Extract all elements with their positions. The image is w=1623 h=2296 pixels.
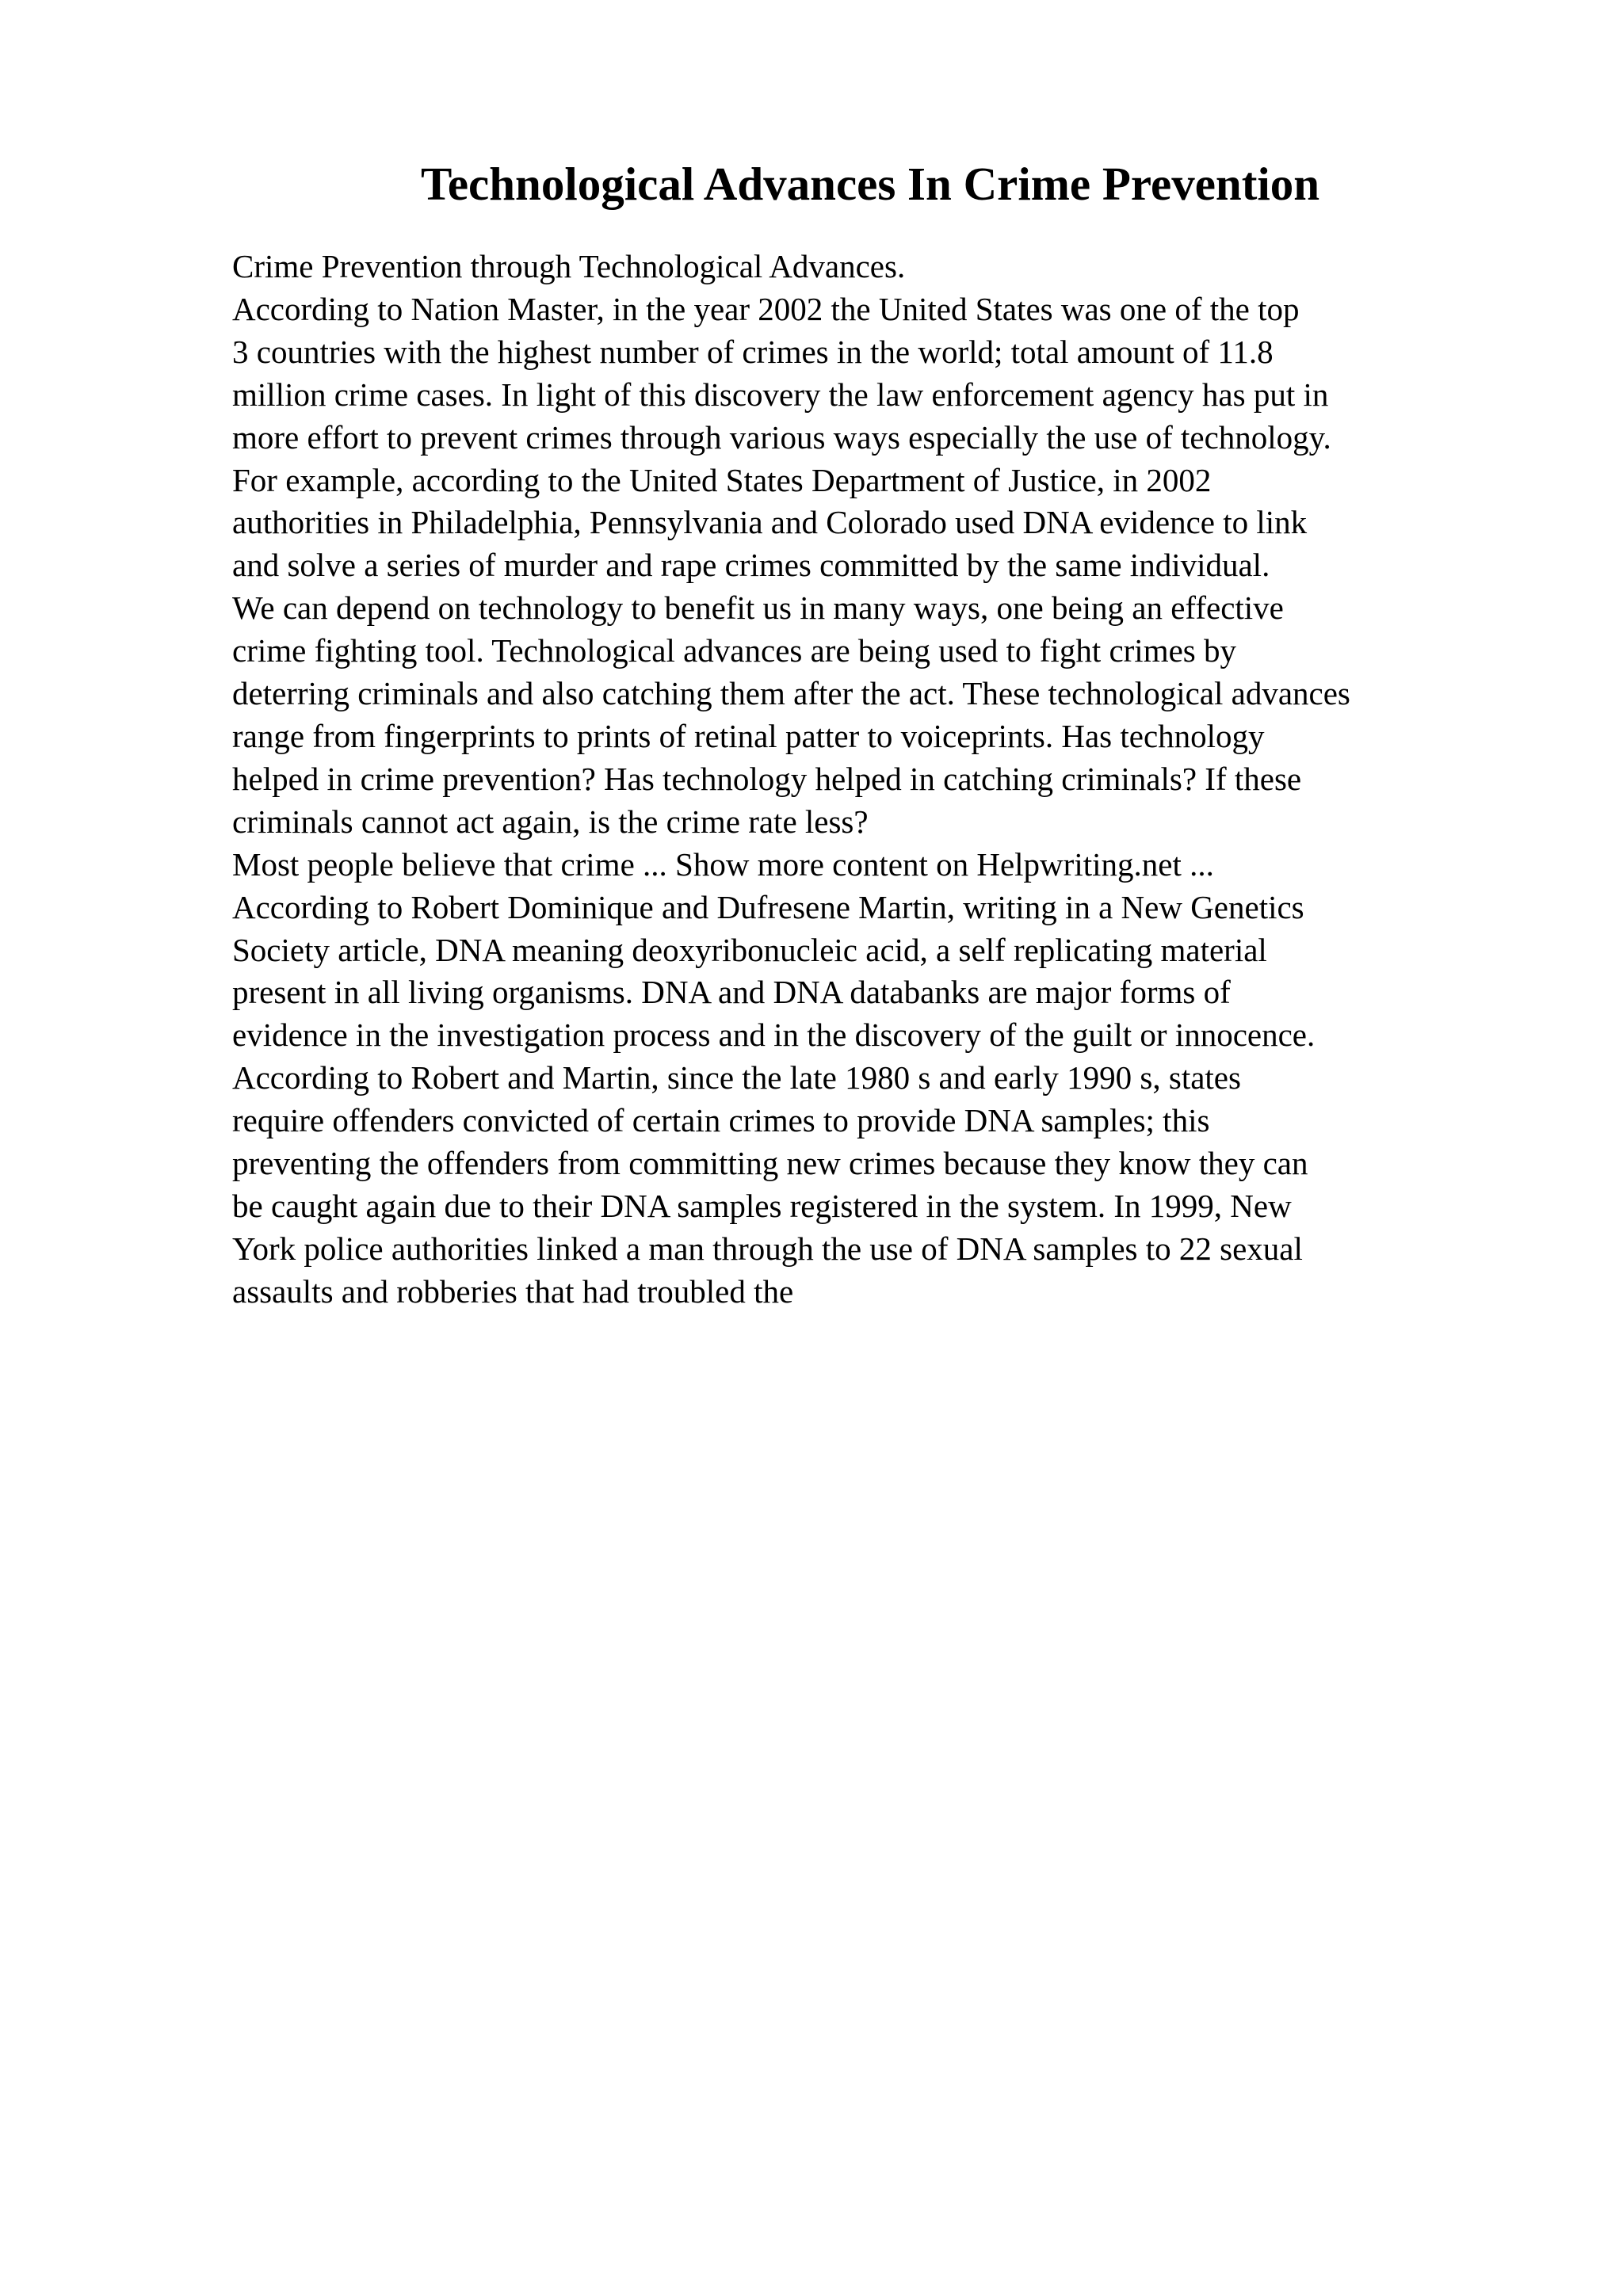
body-line: According to Robert Dominique and Dufresene Martin, writing in a New Genetics <box>232 888 1304 925</box>
body-line: According to Nation Master, in the year 2002 the United States was one of the top <box>232 290 1300 327</box>
body-line: million crime cases. In light of this discovery the law enforcement agency has put in <box>232 376 1329 413</box>
body-line: 3 countries with the highest number of crimes in the world; total amount of 11.8 <box>232 333 1274 370</box>
body-line: evidence in the investigation process and in the discovery of the guilt or innocence. <box>232 1016 1316 1054</box>
body-line: criminals cannot act again, is the crime rate less? <box>232 803 869 840</box>
body-line: York police authorities linked a man through the use of DNA samples to 22 sexual <box>232 1230 1303 1267</box>
body-line: require offenders convicted of certain crimes to provide DNA samples; this <box>232 1102 1210 1139</box>
body-line: We can depend on technology to benefit us in many ways, one being an effective <box>232 589 1284 627</box>
body-line: range from fingerprints to prints of retinal patter to voiceprints. Has technology <box>232 717 1265 754</box>
body-line: more effort to prevent crimes through various ways especially the use of technology. <box>232 418 1331 456</box>
body-line: Society article, DNA meaning deoxyribonucleic acid, a self replicating material <box>232 931 1267 968</box>
body-line: For example, according to the United States Department of Justice, in 2002 <box>232 461 1212 498</box>
body-line: deterring criminals and also catching them after the act. These technological advances <box>232 675 1350 712</box>
body-line: helped in crime prevention? Has technology helped in catching criminals? If these <box>232 760 1302 797</box>
body-line: present in all living organisms. DNA and DNA databanks are major forms of <box>232 974 1231 1011</box>
body-line: assaults and robberies that had troubled the <box>232 1272 794 1310</box>
body-line: crime fighting tool. Technological advances are being used to fight crimes by <box>232 632 1236 669</box>
body-line: According to Robert and Martin, since the late 1980 s and early 1990 s, states <box>232 1059 1241 1097</box>
body-line: authorities in Philadelphia, Pennsylvania and Colorado used DNA evidence to link <box>232 504 1308 541</box>
body-line: preventing the offenders from committing new crimes because they know they can <box>232 1145 1308 1182</box>
document-title: Technological Advances In Crime Prevention <box>420 158 1320 210</box>
body-line: and solve a series of murder and rape crimes committed by the same individual. <box>232 547 1270 584</box>
document-body <box>232 246 1579 1314</box>
body-line: be caught again due to their DNA samples registered in the system. In 1999, New <box>232 1187 1292 1224</box>
body-line: Crime Prevention through Technological Advances. <box>232 248 906 284</box>
body-line: Most people believe that crime ... Show more content on Helpwriting.net ... <box>232 845 1214 883</box>
